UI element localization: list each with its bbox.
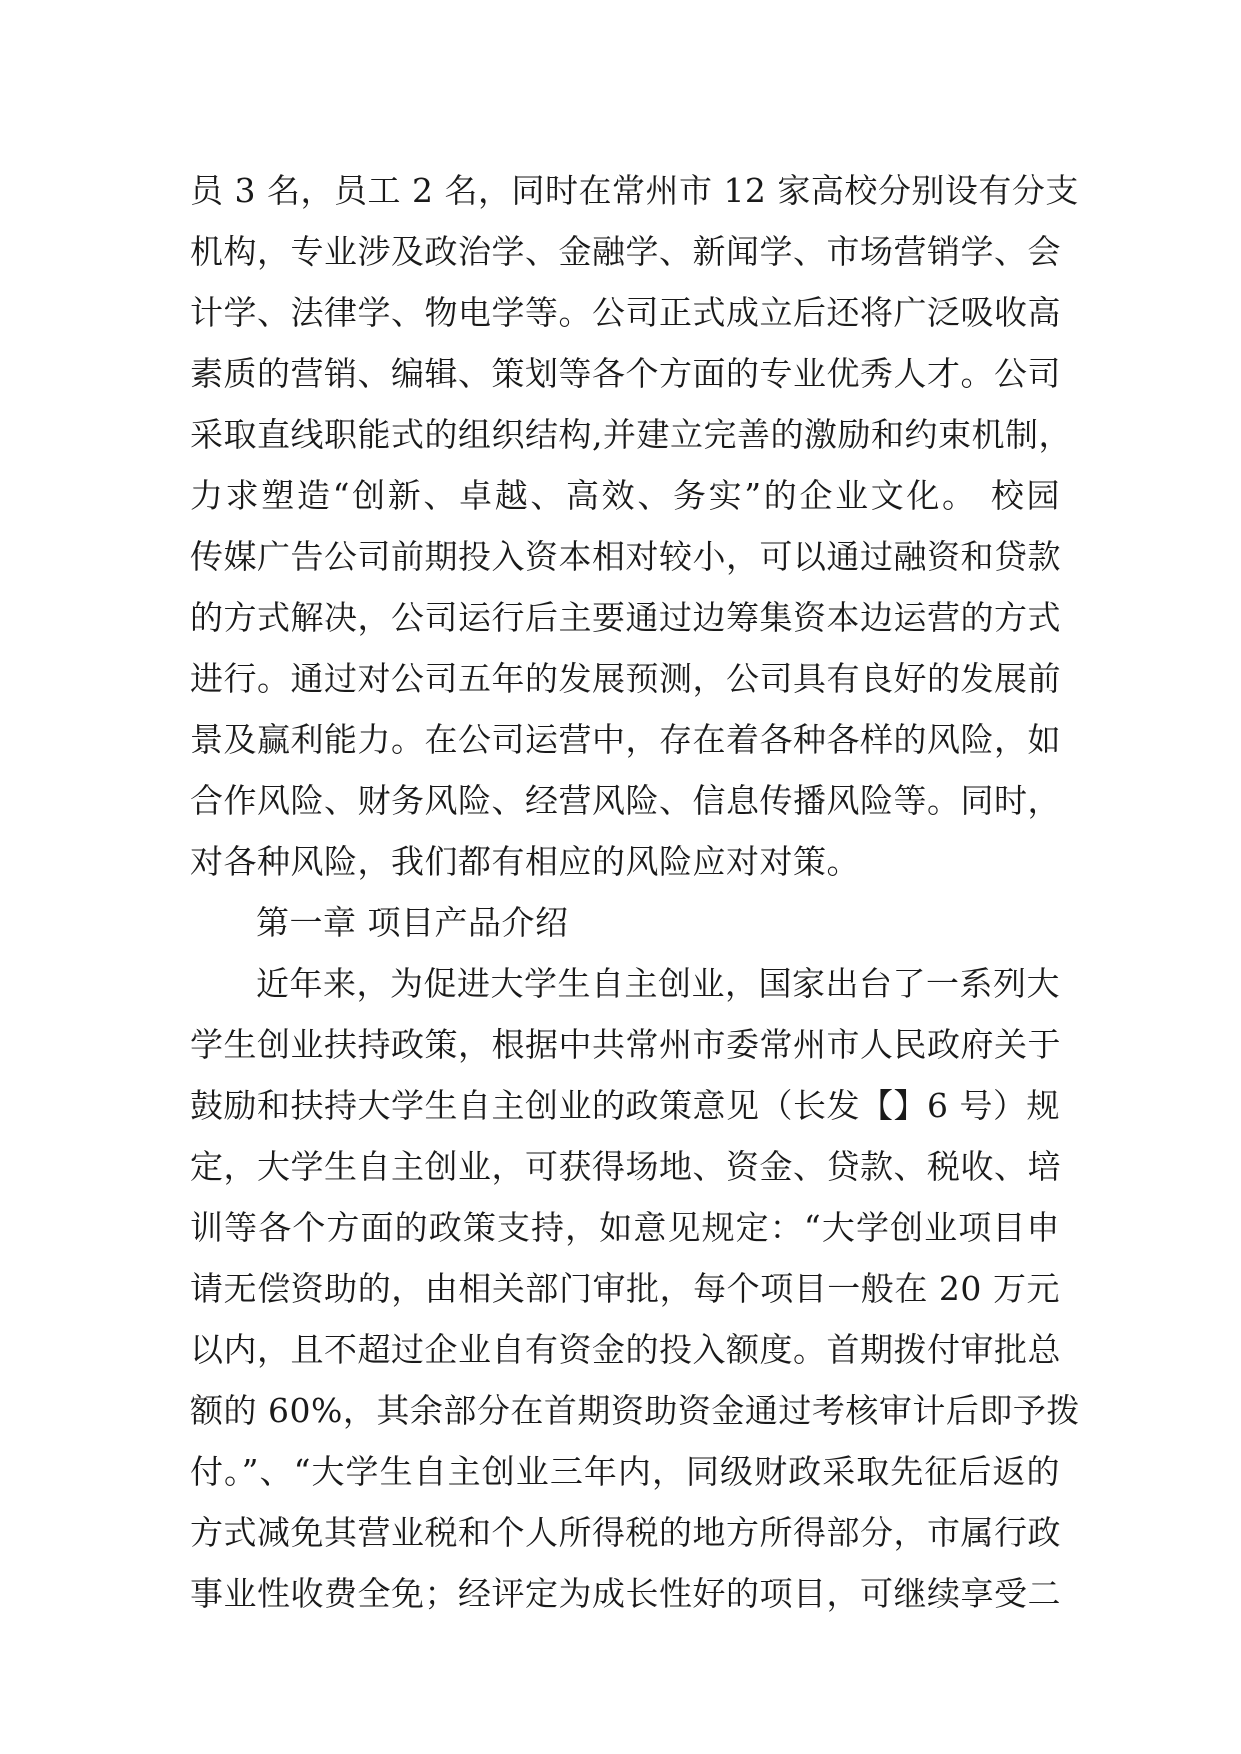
body-text (190, 160, 1080, 1624)
text-line: 进行。通过对公司五年的发展预测，公司具有良好的发展前 (190, 659, 1061, 698)
chapter-heading: 第一章 项目产品介绍 (256, 903, 569, 942)
text-line: 对各种风险，我们都有相应的风险应对对策。 (190, 842, 860, 881)
text-line: 额的 60%，其余部分在首期资助资金通过考核审计后即予拨 (190, 1391, 1080, 1430)
text-line: 传媒广告公司前期投入资本相对较小，可以通过融资和贷款 (190, 537, 1061, 576)
text-line: 付。”、“大学生自主创业三年内，同级财政采取先征后返的 (190, 1452, 1060, 1491)
text-line: 近年来，为促进大学生自主创业，国家出台了一系列大 (256, 964, 1060, 1003)
text-line: 请无偿资助的，由相关部门审批，每个项目一般在 20 万元 (190, 1269, 1060, 1308)
text-line: 以内，且不超过企业自有资金的投入额度。首期拨付审批总 (190, 1330, 1061, 1369)
text-line: 合作风险、财务风险、经营风险、信息传播风险等。同时， (190, 781, 1061, 820)
text-line: 鼓励和扶持大学生自主创业的政策意见（长发【】6 号）规 (190, 1086, 1060, 1125)
text-line: 机构，专业涉及政治学、金融学、新闻学、市场营销学、会 (190, 232, 1061, 271)
text-line: 定，大学生自主创业，可获得场地、资金、贷款、税收、培 (190, 1147, 1061, 1186)
text-line: 计学、法律学、物电学等。公司正式成立后还将广泛吸收高 (190, 293, 1061, 332)
text-line: 景及赢利能力。在公司运营中，存在着各种各样的风险，如 (190, 720, 1061, 759)
text-line: 训等各个方面的政策支持，如意见规定：“大学创业项目申 (190, 1208, 1060, 1247)
text-line: 学生创业扶持政策，根据中共常州市委常州市人民政府关于 (190, 1025, 1061, 1064)
text-line: 采取直线职能式的组织结构,并建立完善的激励和约束机制， (190, 415, 1072, 454)
text-line: 方式减免其营业税和个人所得税的地方所得部分，市属行政 (190, 1513, 1061, 1552)
text-line: 员 3 名，员工 2 名，同时在常州市 12 家高校分别设有分支 (190, 171, 1079, 210)
text-line: 的方式解决，公司运行后主要通过边筹集资本边运营的方式 (190, 598, 1061, 637)
text-line: 素质的营销、编辑、策划等各个方面的专业优秀人才。公司 (190, 354, 1061, 393)
text-line: 力求塑造“创新、卓越、高效、务实”的企业文化。 校园 (190, 476, 1060, 515)
text-line: 事业性收费全免；经评定为成长性好的项目，可继续享受二 (190, 1574, 1061, 1613)
